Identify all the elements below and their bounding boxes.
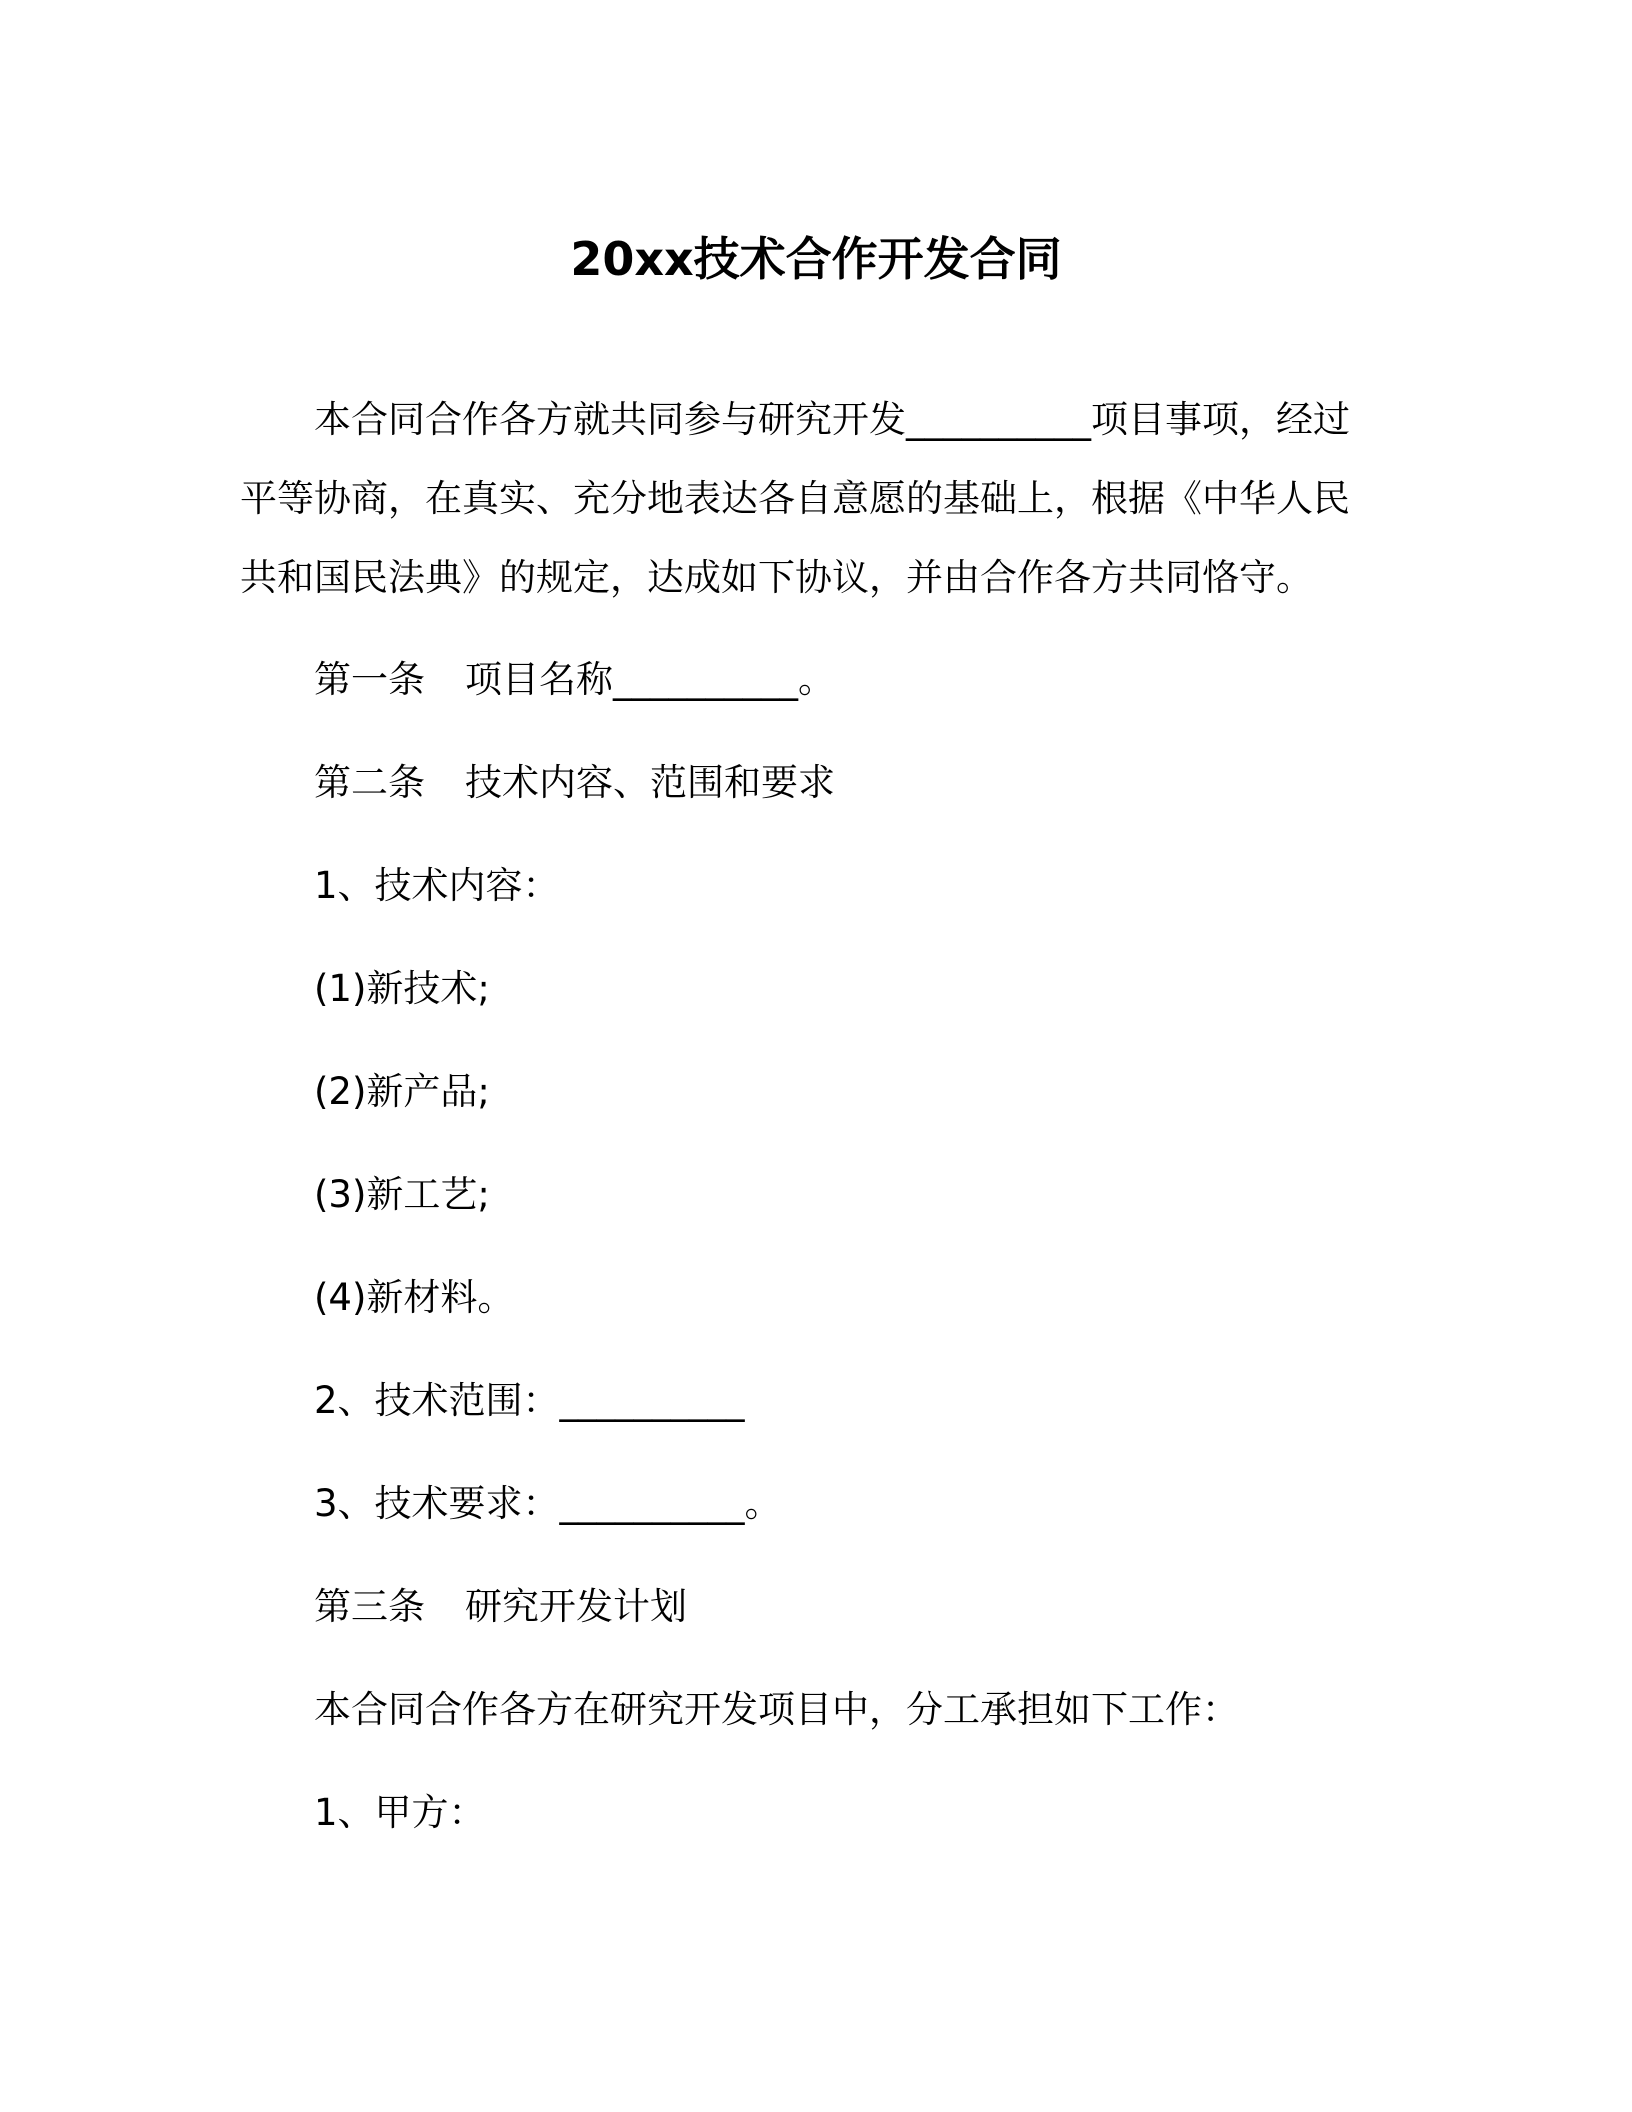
intro-paragraph bbox=[240, 394, 1360, 631]
article-1-text: 项目名称__________。 bbox=[465, 658, 835, 701]
intro-line-1: 本合同合作各方就共同参与研究开发__________项目事项，经过 bbox=[314, 398, 1350, 441]
tech-content-heading: 1、技术内容： bbox=[314, 864, 560, 907]
article-3-label: 第三条 bbox=[314, 1585, 425, 1628]
article-3 bbox=[314, 1581, 687, 1633]
article-2-label: 第二条 bbox=[314, 761, 425, 804]
intro-line-2: 平等协商，在真实、充分地表达各自意愿的基础上，根据《中华人民 bbox=[240, 477, 1350, 520]
division-text: 本合同合作各方在研究开发项目中，分工承担如下工作： bbox=[314, 1688, 1239, 1731]
article-1 bbox=[314, 654, 835, 706]
tech-content-item: (4)新材料。 bbox=[314, 1276, 515, 1319]
page-title: 20xx技术合作开发合同 bbox=[570, 232, 1062, 286]
tech-content-item: (3)新工艺; bbox=[314, 1173, 490, 1216]
article-2 bbox=[314, 757, 835, 809]
tech-content-item: (2)新产品; bbox=[314, 1070, 490, 1113]
tech-content-item: (1)新技术; bbox=[314, 967, 490, 1010]
intro-line-3: 共和国民法典》的规定，达成如下协议，并由合作各方共同恪守。 bbox=[240, 556, 1313, 599]
article-3-text: 研究开发计划 bbox=[465, 1585, 687, 1628]
tech-scope: 2、技术范围：__________ bbox=[314, 1379, 745, 1422]
tech-requirements: 3、技术要求：__________。 bbox=[314, 1482, 782, 1525]
article-1-label: 第一条 bbox=[314, 658, 425, 701]
party-a: 1、甲方： bbox=[314, 1791, 486, 1834]
article-2-text: 技术内容、范围和要求 bbox=[465, 761, 835, 804]
